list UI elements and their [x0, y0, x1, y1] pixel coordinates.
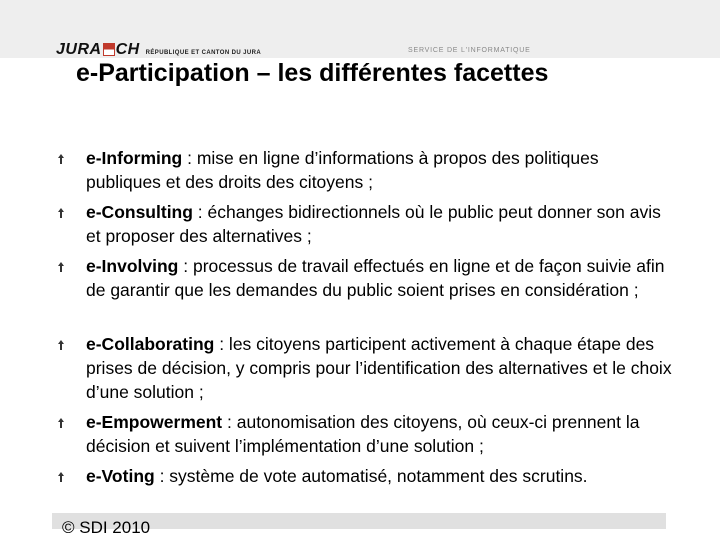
up-arrow-bullet-icon	[58, 262, 64, 272]
item-text: : les citoyens participent activement à chaque étape des prises de décision, y compris pour l’identification des alternatives et le choix d’une solution ;	[86, 334, 672, 402]
item-term: e-Consulting	[86, 202, 193, 222]
jura-flag-icon	[103, 43, 115, 56]
item-term: e-Voting	[86, 466, 155, 486]
item-text: : processus de travail effectués en ligne et de façon suivie afin de garantir que les demandes du public soient prises en considération ;	[86, 256, 665, 300]
item-text: : autonomisation des citoyens, où ceux-ci prennent la décision et suivent l’implémentation d’une solution ;	[86, 412, 640, 456]
item-text: : mise en ligne d’informations à propos des politiques publiques et des droits des citoyens ;	[86, 148, 599, 192]
service-label: SERVICE DE L'INFORMATIQUE	[408, 47, 531, 54]
logo-left-text: JURA	[56, 41, 102, 58]
up-arrow-bullet-icon	[58, 340, 64, 350]
up-arrow-bullet-icon	[58, 418, 64, 428]
item-text: : système de vote automatisé, notamment des scrutins.	[154, 466, 588, 486]
item-term: e-Empowerment	[86, 412, 223, 432]
up-arrow-bullet-icon	[58, 154, 64, 164]
up-arrow-bullet-icon	[58, 472, 64, 482]
logo-right-text: CH	[115, 41, 140, 58]
item-term: e-Involving	[86, 256, 179, 276]
slide-title: e-Participation – les différentes facettes	[76, 59, 549, 87]
up-arrow-bullet-icon	[58, 208, 64, 218]
jura-logo	[56, 43, 261, 57]
copyright-footer: © SDI 2010	[62, 518, 151, 537]
item-text: : échanges bidirectionnels où le public peut donner son avis et proposer des alternatives ;	[86, 202, 661, 246]
item-term: e-Informing	[86, 148, 183, 168]
logo-subtitle: RÉPUBLIQUE ET CANTON DU JURA	[145, 50, 262, 56]
item-term: e-Collaborating	[86, 334, 215, 354]
